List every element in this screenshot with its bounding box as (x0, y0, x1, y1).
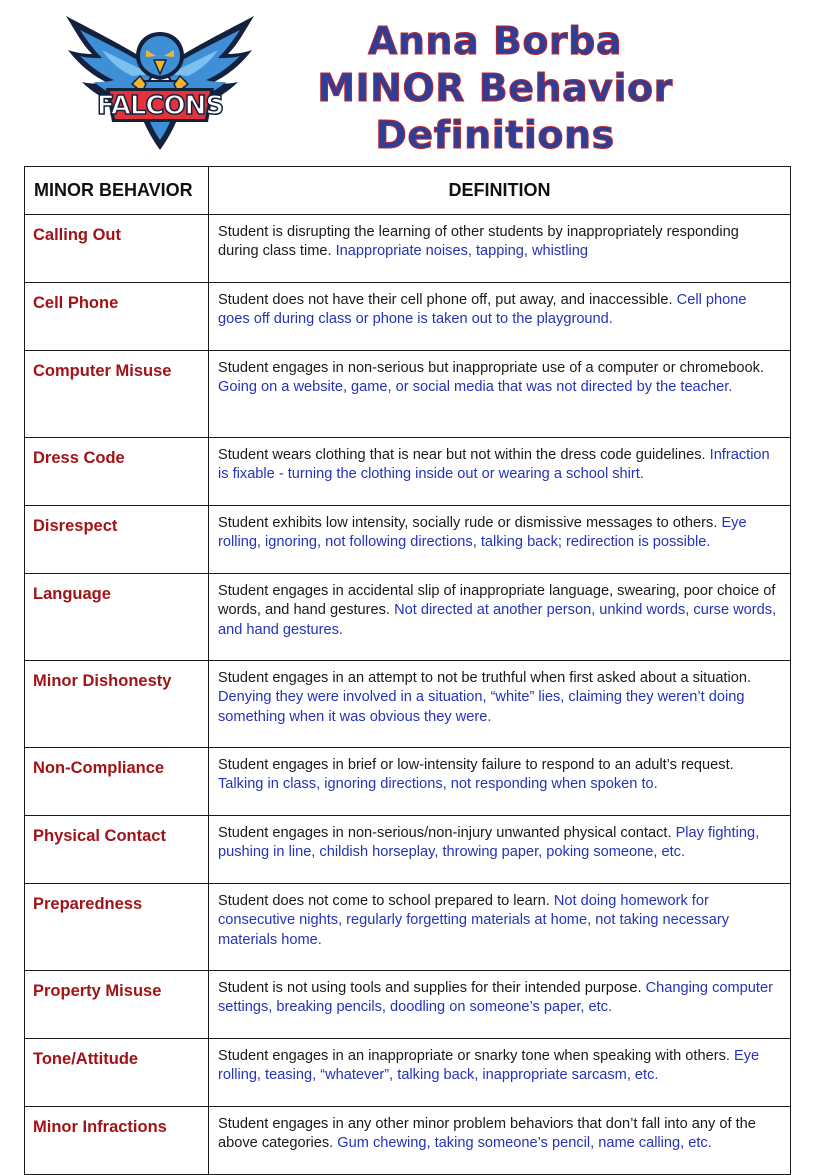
header-definition: DEFINITION (209, 167, 791, 215)
behavior-name: Tone/Attitude (25, 1039, 209, 1107)
table-row (25, 574, 791, 661)
behavior-definition (209, 215, 791, 283)
behavior-name: Calling Out (25, 215, 209, 283)
table-row (25, 748, 791, 816)
behavior-definitions-table (24, 166, 791, 1175)
behavior-name: Minor Infractions (25, 1107, 209, 1175)
behavior-definition (209, 351, 791, 438)
title-line-1: Anna Borba (367, 19, 623, 63)
table-row (25, 283, 791, 351)
behavior-definition (209, 506, 791, 574)
definition-examples: Cell phone goes off during class or phone is taken out to the playground. (218, 292, 747, 328)
behavior-name: Language (25, 574, 209, 661)
table-row (25, 438, 791, 506)
behavior-definition (209, 1039, 791, 1107)
definition-text: Student engages in accidental slip of inappropriate language, swearing, poor choice of words, and hand gestures. (218, 583, 776, 619)
table-row (25, 884, 791, 971)
title-line-2: MINOR Behavior (317, 66, 673, 110)
definition-examples: Gum chewing, taking someone’s pencil, name calling, etc. (337, 1135, 712, 1152)
behavior-name: Physical Contact (25, 816, 209, 884)
table-row (25, 1107, 791, 1175)
definition-examples: Not directed at another person, unkind words, curse words, and hand gestures. (218, 602, 777, 638)
behavior-definition (209, 574, 791, 661)
behavior-definition (209, 661, 791, 748)
definition-text: Student is disrupting the learning of other students by inappropriately responding during class time. (218, 224, 739, 260)
behavior-definition (209, 1107, 791, 1175)
definition-examples: Denying they were involved in a situation, “white” lies, claiming they weren’t doing something when it was obvious they were. (218, 689, 745, 725)
table-header-row (25, 167, 791, 215)
table-row (25, 971, 791, 1039)
definition-text: Student engages in any other minor problem behaviors that don’t fall into any of the above categories. (218, 1116, 756, 1152)
definition-text: Student engages in non-serious but inappropriate use of a computer or chromebook. (218, 360, 764, 376)
page-title (300, 18, 690, 159)
definition-examples: Eye rolling, teasing, “whatever”, talking back, inappropriate sarcasm, etc. (218, 1048, 760, 1084)
table-row (25, 351, 791, 438)
definition-text: Student is not using tools and supplies for their intended purpose. (218, 980, 642, 996)
definition-examples: Inappropriate noises, tapping, whistling (335, 243, 588, 260)
definition-text: Student does not have their cell phone off, put away, and inaccessible. (218, 292, 673, 308)
definition-examples: Not doing homework for consecutive nights, regularly forgetting materials at home, not taking necessary materials home. (218, 893, 730, 948)
definition-text: Student does not come to school prepared to learn. (218, 893, 550, 909)
behavior-name: Preparedness (25, 884, 209, 971)
behavior-name: Dress Code (25, 438, 209, 506)
definition-text: Student wears clothing that is near but not within the dress code guidelines. (218, 447, 706, 463)
header-behavior: MINOR BEHAVIOR (25, 167, 209, 215)
behavior-definition (209, 971, 791, 1039)
logo-text: FALCONS (96, 91, 224, 121)
falcons-logo (62, 10, 258, 160)
table-row (25, 1039, 791, 1107)
definition-examples: Infraction is fixable - turning the clothing inside out or wearing a school shirt. (218, 447, 770, 483)
table-row (25, 661, 791, 748)
definition-text: Student engages in an attempt to not be truthful when first asked about a situation. (218, 670, 752, 686)
definition-text: Student engages in brief or low-intensity failure to respond to an adult’s request. (218, 757, 734, 773)
behavior-name: Computer Misuse (25, 351, 209, 438)
behavior-name: Cell Phone (25, 283, 209, 351)
table-row (25, 215, 791, 283)
behavior-definition (209, 283, 791, 351)
title-line-3: Definitions (375, 113, 615, 157)
definition-text: Student exhibits low intensity, socially rude or dismissive messages to others. (218, 515, 718, 531)
behavior-name: Property Misuse (25, 971, 209, 1039)
behavior-name: Disrespect (25, 506, 209, 574)
definition-examples: Going on a website, game, or social media that was not directed by the teacher. (218, 379, 733, 396)
definition-examples: Changing computer settings, breaking pencils, doodling on someone’s paper, etc. (218, 980, 773, 1016)
behavior-definition (209, 748, 791, 816)
table-row (25, 816, 791, 884)
behavior-name: Non-Compliance (25, 748, 209, 816)
behavior-definition (209, 438, 791, 506)
definition-examples: Talking in class, ignoring directions, not responding when spoken to. (218, 776, 658, 793)
table-row (25, 506, 791, 574)
behavior-definition (209, 816, 791, 884)
definition-text: Student engages in an inappropriate or snarky tone when speaking with others. (218, 1048, 730, 1064)
definition-examples: Play fighting, pushing in line, childish horseplay, throwing paper, poking someone, etc. (218, 825, 760, 861)
behavior-definition (209, 884, 791, 971)
falcon-mascot-icon (62, 10, 258, 160)
definition-examples: Eye rolling, ignoring, not following directions, talking back; redirection is possible. (218, 515, 747, 551)
behavior-name: Minor Dishonesty (25, 661, 209, 748)
definition-text: Student engages in non-serious/non-injury unwanted physical contact. (218, 825, 672, 841)
